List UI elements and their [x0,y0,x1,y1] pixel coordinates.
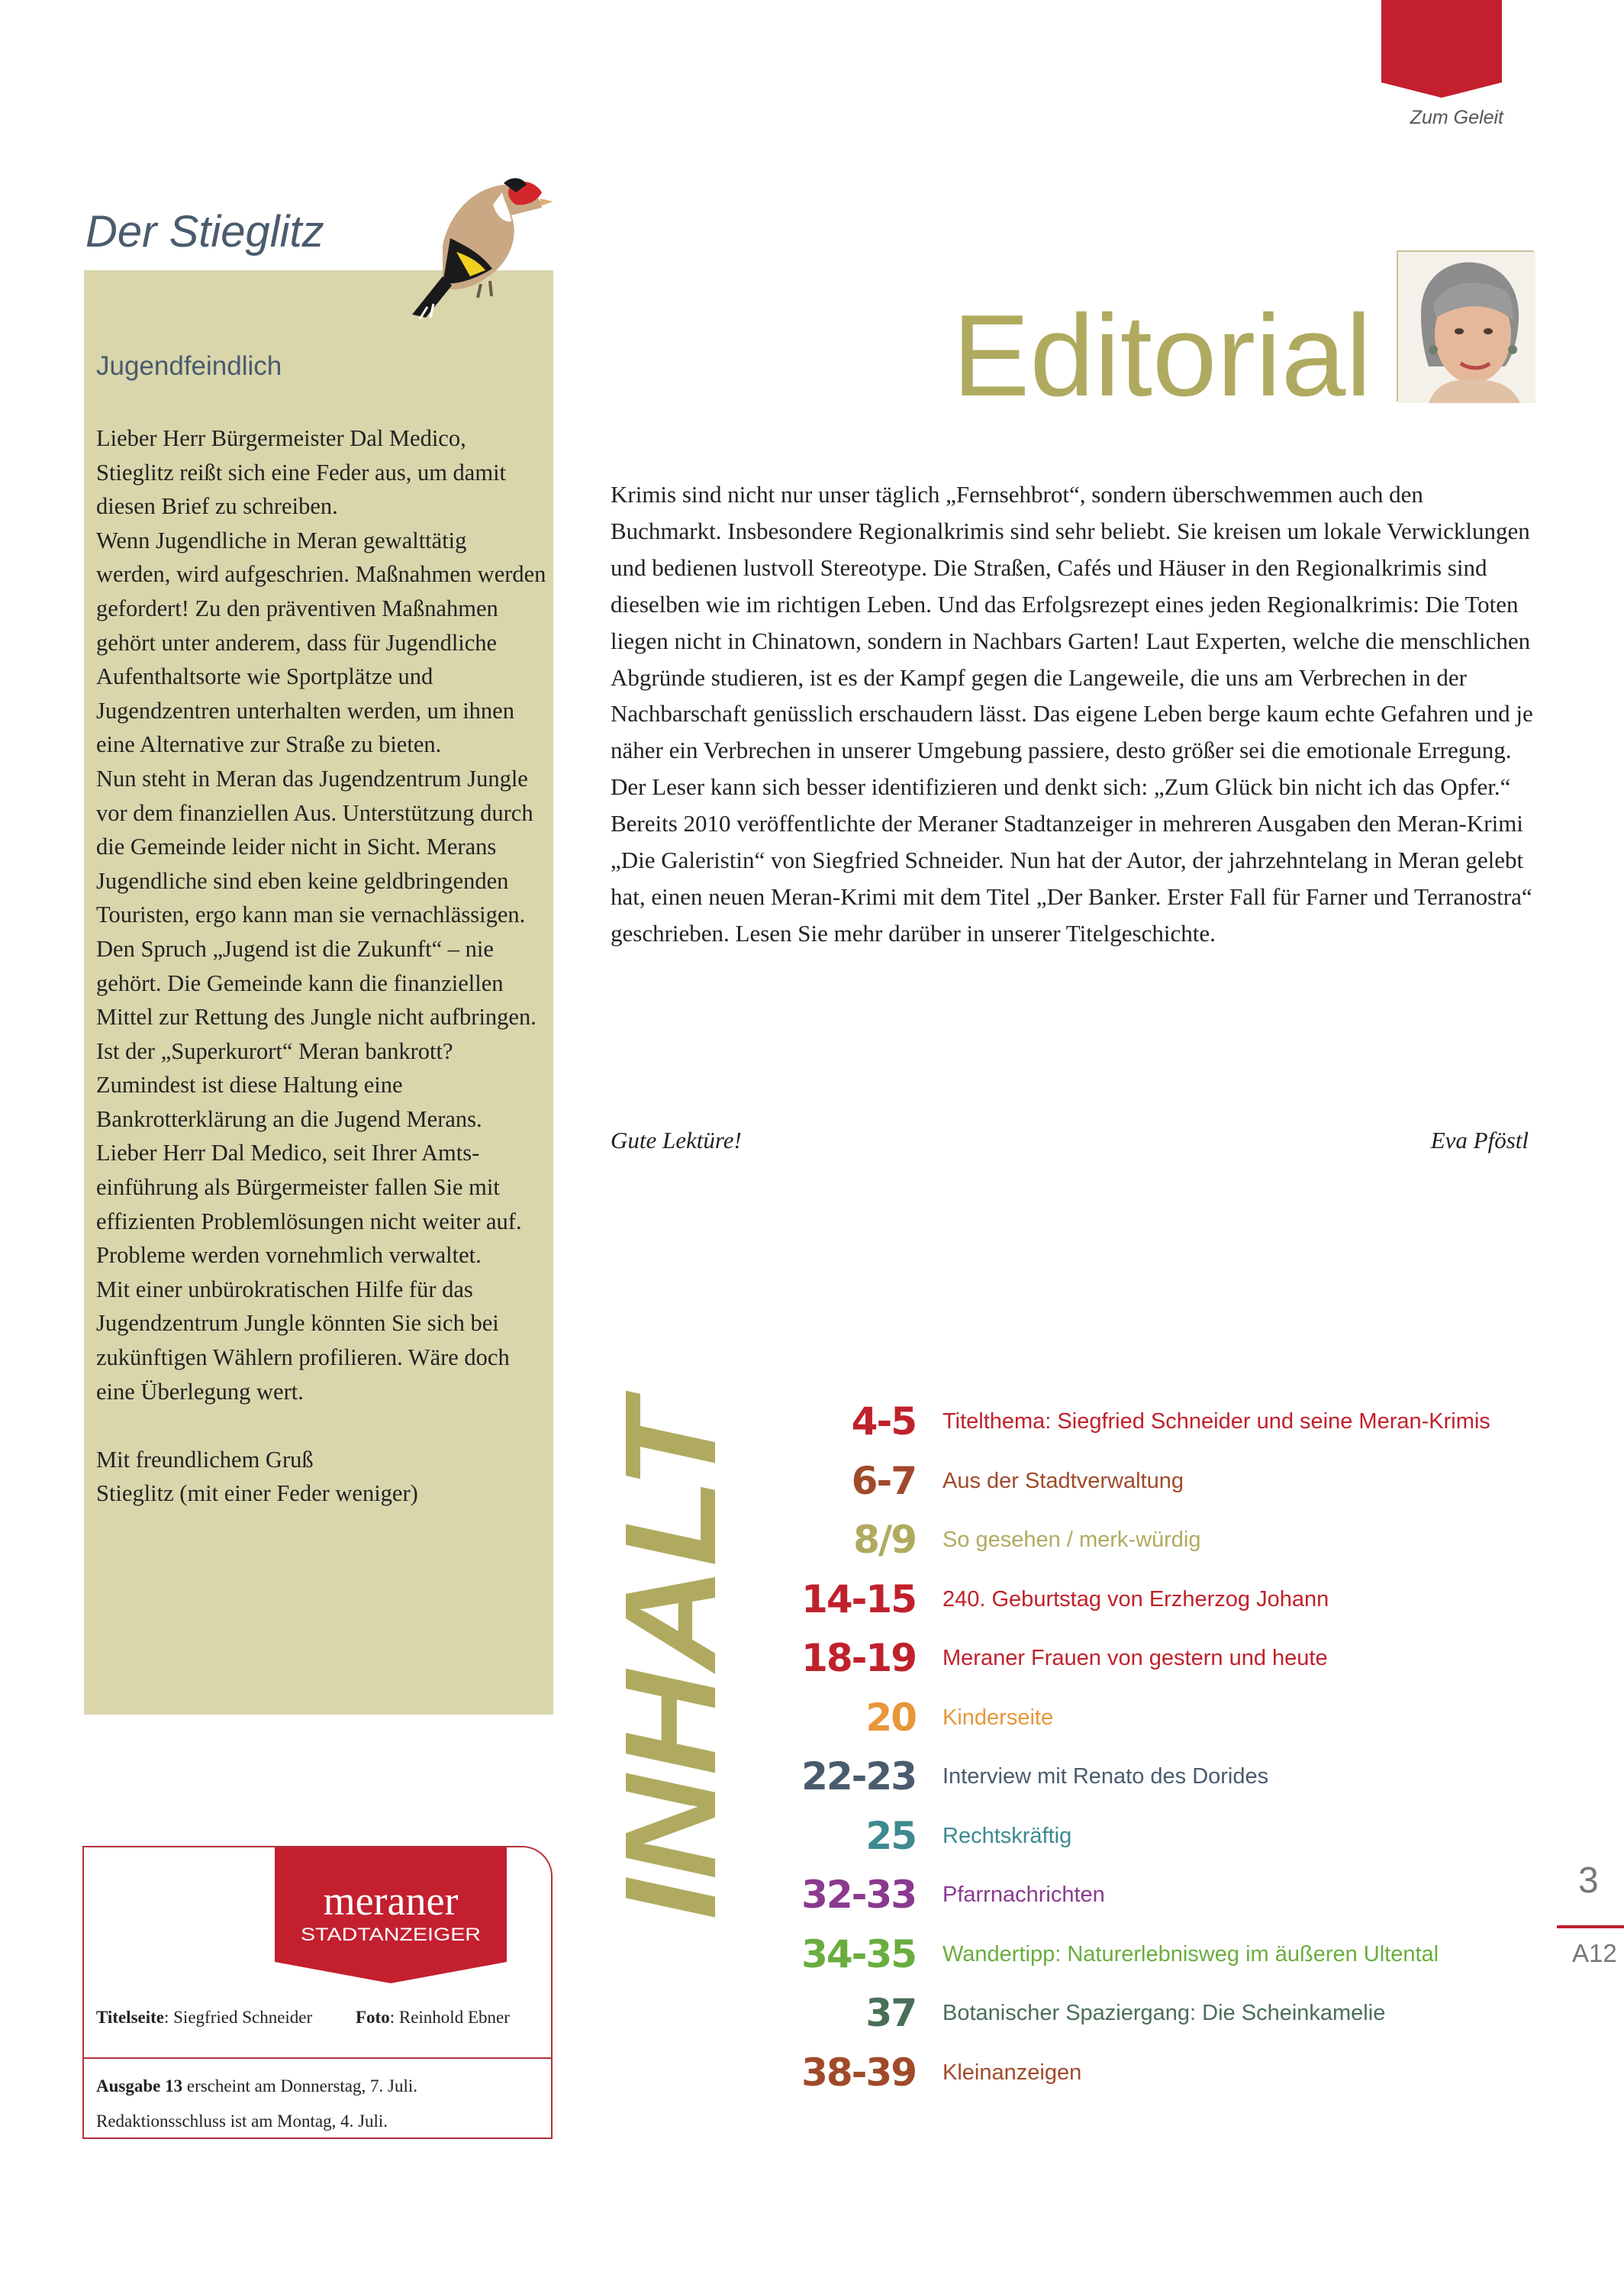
inhalt-label [598,1401,743,1920]
deadline-line: Redaktionsschluss ist am Montag, 4. Juli. [96,2112,388,2131]
toc-page-numbers: 4-5 [851,1399,916,1444]
toc-page-numbers: 32-33 [801,1873,916,1917]
toc-page-numbers: 22-23 [801,1754,916,1799]
toc-entry-title: 240. Geburtstag von Erzherzog Johann [942,1586,1329,1612]
stieglitz-subtitle: Jugendfeindlich [96,351,282,381]
author-portrait [1397,250,1534,402]
section-label: Zum Geleit [1410,107,1503,128]
editorial-author: Eva Pföstl [1430,1127,1529,1153]
toc-entry-title: Pfarrnachrichten [942,1883,1105,1907]
toc-entry-title: Kinderseite [942,1705,1054,1730]
toc-page-numbers: 37 [865,1991,916,2035]
inhalt-text: INHALT [598,1453,743,1920]
toc-page-numbers: 38-39 [801,2050,916,2095]
stieglitz-paragraph: Lieber Herr Dal Medico, seit Ihrer Amtseinführung als Bürgermeister fallen Sie mit effizienten Problemlösungen nicht weiter auf. Probleme werden vornehmlich verwaltet. [96,1140,522,1269]
toc-entry-title: Wandertipp: Naturerlebnisweg im äußeren Ultental [942,1941,1439,1966]
toc-page-numbers: 14-15 [801,1576,916,1621]
editorial-paragraph: Bereits 2010 veröffentlichte der Meraner Stadtanzeiger in mehreren Ausgaben den Meran-Krimi „Die Galeristin“ von Siegfried Schneider. Nun hat der Autor, der jahrzehntelang in Meran gelebt hat, einen neuen Meran-Krimi mit dem Titel „Der Banker. Erster Fall für Farner und Terranostra“ geschrieben. Lesen Sie mehr darüber in unserer Titelgeschichte. [611,810,1532,947]
stieglitz-paragraph: Lieber Herr Bürgermeister Dal Medico, Stieglitz reißt sich eine Feder aus, um damit diesen Brief zu schreiben. [96,425,507,520]
cover-credit-label: Titelseite [96,2008,164,2027]
page-number: 3 [1578,1860,1599,1901]
cover-credit-value: : Siegfried Schneider [164,2008,313,2027]
author-portrait-image [1398,252,1535,403]
logo-line-1: meraner [323,1878,459,1924]
editorial-title: Editorial [952,291,1372,421]
section-tab-marker [1381,0,1502,98]
toc-entry-title: Kleinanzeigen [942,2060,1082,2085]
page-number-rule [1557,1925,1624,1928]
stieglitz-title: Der Stieglitz [85,207,324,256]
photo-credit [356,2008,510,2028]
stieglitz-paragraph: Nun steht in Meran das Jugendzentrum Jungle vor dem finanziellen Aus. Unterstützung durch die Gemeinde leider nicht in Sicht. Merans Jugendliche sind eben keine geldbringenden Touristen, ergo kann man sie vernachlässigen. [96,765,533,928]
stieglitz-closing-greeting: Mit freundlichem Gruß [96,1446,314,1473]
toc-page-numbers: 18-19 [801,1636,916,1680]
toc-page-numbers: 25 [865,1813,916,1858]
toc-entry-title: So gesehen / merk-würdig [942,1528,1201,1552]
toc-entry-title: Rechtskräftig [942,1823,1072,1848]
meraner-stadtanzeiger-logo [275,1847,507,1983]
toc-entry-title: Titelthema: Siegfried Schneider und seine Meran-Krimis [942,1409,1490,1434]
issue-value: erscheint am Donnerstag, 7. Juli. [182,2076,417,2095]
issue-line [96,2076,417,2096]
page-code: A12 [1572,1939,1617,1967]
stieglitz-paragraph: Den Spruch „Jugend ist die Zukunft“ – nie gehört. Die Gemeinde kann die finanziellen Mittel zur Rettung des Jungle nicht aufbringen. Ist der „Superkurort“ Meran bankrott? Zumindest ist diese Haltung eine Bankrotterklärung an die Jugend Merans. [96,935,536,1132]
toc-entry-title: Aus der Stadtverwaltung [942,1468,1184,1493]
editorial-closing: Gute Lektüre! [611,1127,742,1153]
toc-page-numbers: 34-35 [801,1931,916,1976]
editorial-body [611,476,1534,952]
toc-entry-title: Meraner Frauen von gestern und heute [942,1646,1328,1670]
toc-entry-title: Interview mit Renato des Dorides [942,1764,1269,1789]
goldfinch-icon [397,162,549,322]
stieglitz-letter-body [96,421,546,1511]
toc-page-numbers: 6-7 [851,1458,916,1503]
stieglitz-signature: Stieglitz (mit einer Feder weniger) [96,1480,418,1507]
stieglitz-paragraph: Wenn Jugendliche in Meran gewalttätig werden, wird aufgeschrien. Maßnahmen werden gefordert! Zu den präventiven Maßnahmen gehört unter anderem, dass für Jugendliche Aufenthaltsorte wie Sportplätze und Jugendzentren unterhalten werden, um ihnen eine Alternative zur Straße zu bieten. [96,527,546,758]
toc-page-numbers: 8/9 [853,1518,916,1562]
photo-credit-label: Foto [356,2008,390,2027]
toc-page-numbers: 20 [865,1695,916,1740]
stieglitz-paragraph: Mit einer unbürokratischen Hilfe für das Jugendzentrum Jungle könnten Sie sich bei zukünftigen Wählern profilieren. Wäre doch eine Überlegung wert. [96,1276,510,1405]
logo-line-2: STADTANZEIGER [301,1924,481,1945]
masthead-divider [84,2057,551,2059]
issue-label: Ausgabe 13 [96,2076,183,2095]
toc-entry-title: Botanischer Spaziergang: Die Scheinkamelie [942,2001,1386,2025]
editorial-paragraph: Krimis sind nicht nur unser täglich „Fernsehbrot“, sondern überschwemmen auch den Buchmarkt. Insbesondere Regionalkrimis sind sehr beliebt. Sie kreisen um lokale Verwicklungen und bedienen lustvoll Stereotype. Die Straßen, Cafés und Häuser in den Regionalkrimis sind dieselben wie im richtigen Leben. Und das Erfolgsrezept eines jeden Regionalkrimis: Die Toten liegen nicht in Chinatown, sondern in Nachbars Garten! Laut Experten, welche die menschlichen Abgründe studieren, ist es der Kampf gegen die Langeweile, die uns am Verbrechen in der Nachbarschaft genüsslich erschaudern lässt. Das eigene Leben berge kaum echte Gefahren und je näher ein Verbrechen in unserer Umgebung passiere, desto größer sei die emotionale Erregung. Der Leser kann sich besser identifizieren und denkt sich: „Zum Glück bin nicht ich das Opfer.“ [611,481,1533,801]
photo-credit-value: : Reinhold Ebner [389,2008,510,2027]
cover-credit [96,2008,312,2028]
